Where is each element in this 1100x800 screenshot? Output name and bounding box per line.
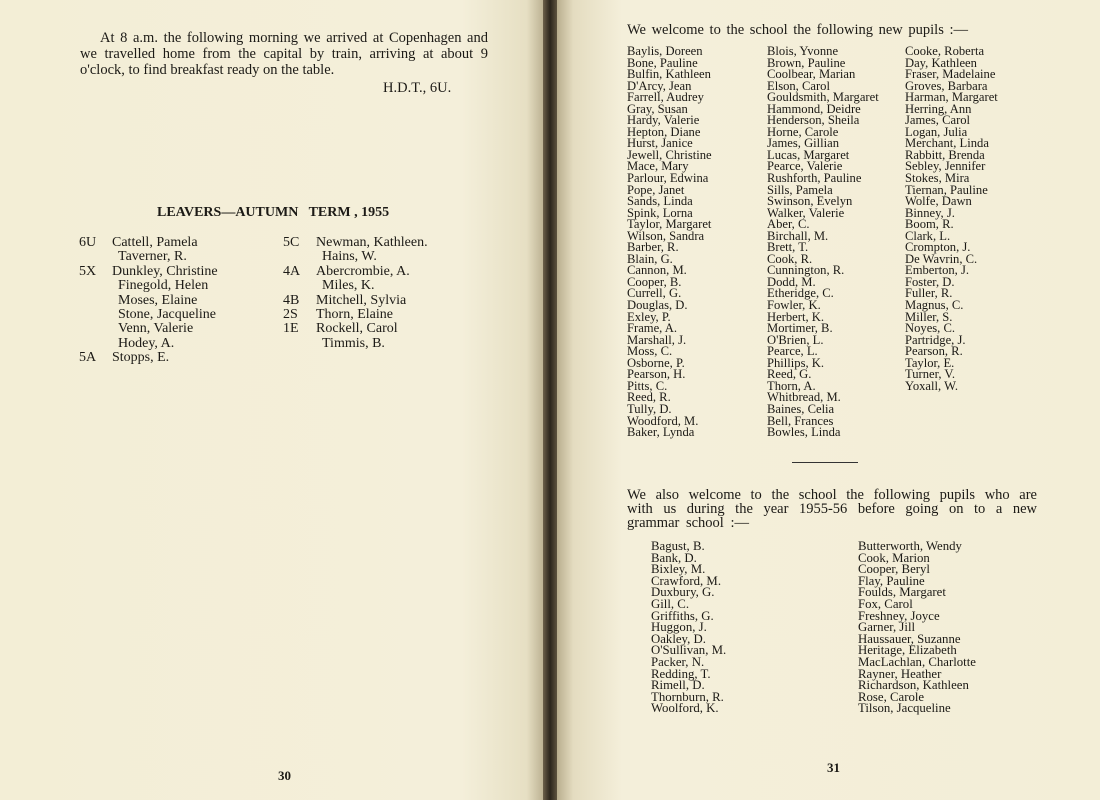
pupil-name: Farrell, Audrey (627, 90, 704, 105)
pupil-name: Cooper, Beryl (858, 562, 930, 577)
form-label (283, 250, 316, 264)
pupil-name: Haussauer, Suzanne (858, 631, 961, 646)
form-label: 4A (283, 263, 301, 279)
form-label: 5C (283, 235, 300, 250)
pupil-name: Huggon, J. (651, 620, 707, 635)
page-number: 31 (827, 760, 840, 775)
pupil-name: Bowles, Linda (767, 425, 841, 440)
pupil-name: Brown, Pauline (767, 55, 846, 70)
pupil-name: Woodford, M. (627, 413, 699, 428)
book-gutter (543, 0, 557, 800)
leavers-list-left (79, 236, 218, 366)
form-label (283, 337, 316, 351)
pupil-name: Hardy, Valerie (627, 113, 700, 128)
leaver-row (79, 250, 218, 264)
leaver-name: Mitchell, Sylvia (316, 292, 407, 308)
pupil-name: Gouldsmith, Margaret (767, 90, 879, 105)
leaver-row (283, 250, 428, 264)
pupil-name: Horne, Carole (767, 124, 839, 139)
pupil-name: Rimell, D. (651, 678, 705, 693)
grammar-school-paragraph: We also welcome to the school the following pupils who are with us during the year 1955-56 before going on to a new grammar school :— (627, 487, 1037, 531)
pupil-name: Gray, Susan (627, 101, 688, 116)
pupil-name: Stokes, Mira (905, 171, 970, 186)
form-label (79, 294, 112, 308)
leaver-row (283, 308, 428, 322)
pupil-name: Herring, Ann (905, 101, 972, 116)
pupil-name: James, Carol (905, 113, 971, 128)
page-number: 30 (278, 768, 291, 783)
pupil-name: Sills, Pamela (767, 182, 833, 197)
pupil-name: Rabbitt, Brenda (905, 147, 985, 162)
leaver-row (79, 265, 218, 279)
pupil-name: Henderson, Sheila (767, 113, 860, 128)
pupil-name: Flay, Pauline (858, 573, 925, 588)
form-label (79, 308, 112, 322)
pupil-name: Pearce, Valerie (767, 159, 843, 174)
pupil-name: Sands, Linda (627, 194, 693, 209)
leaver-row (79, 308, 218, 322)
pupil-name: Thornburn, R. (651, 689, 724, 704)
pupil-name: Osborne, P. (627, 355, 685, 370)
leaver-row (79, 351, 218, 365)
leaver-row (283, 294, 428, 308)
form-label (79, 322, 112, 336)
pupil-name: Logan, Julia (905, 124, 968, 139)
right-page (557, 0, 1100, 800)
pupil-name: Binney, J. (905, 205, 955, 220)
pupil-name: Barber, R. (627, 240, 679, 255)
leaver-row (79, 294, 218, 308)
leaver-row (283, 236, 428, 250)
intro-paragraph: At 8 a.m. the following morning we arrived at Copenhagen and we travelled home from the capital by train, arriving at about 9 o'clock, to find breakfast ready on the table. (80, 30, 488, 78)
pupil-name: Boom, R. (905, 217, 954, 232)
pupil-name: D'Arcy, Jean (627, 78, 692, 93)
pupil-name: Hammond, Deidre (767, 101, 861, 116)
pupil-name: Miller, S. (905, 309, 953, 324)
pupil-name: Coolbear, Marian (767, 67, 856, 82)
grammar-pupils-column-1 (651, 541, 726, 715)
new-pupils-column-2 (767, 46, 879, 439)
pupil-name: Butterworth, Wendy (858, 539, 962, 553)
leaver-name: Cattell, Pamela (112, 235, 198, 250)
pupil-name: Pope, Janet (627, 182, 685, 197)
pupil-name: Etheridge, C. (767, 286, 834, 301)
pupil-name: O'Sullivan, M. (651, 643, 727, 658)
pupil-name: Aber, C. (767, 217, 810, 232)
pupil-name: Cook, R. (767, 251, 813, 266)
new-pupils-column-3 (905, 46, 998, 392)
leavers-list-right (283, 236, 428, 351)
new-pupils-column-1 (627, 46, 712, 439)
leaver-row (283, 322, 428, 336)
form-label: 6U (79, 235, 97, 250)
pupil-name: Exley, P. (627, 309, 671, 324)
leaver-row (79, 279, 218, 293)
pupil-name: Swinson, Evelyn (767, 194, 853, 209)
pupil-name: Hurst, Janice (627, 136, 693, 151)
form-label: 4B (283, 292, 300, 308)
pupil-name: Parlour, Edwina (627, 171, 709, 186)
pupil-name: Mace, Mary (627, 159, 689, 174)
pupil-name: Tiernan, Pauline (905, 182, 988, 197)
pupil-name: Rose, Carole (858, 689, 925, 704)
pupil-name: Blain, G. (627, 251, 673, 266)
pupil-name: Turner, V. (905, 367, 956, 382)
pupil-name: Elson, Carol (767, 78, 830, 93)
pupil-name: Foulds, Margaret (858, 585, 946, 600)
pupil-name: Dodd, M. (767, 274, 816, 289)
pupil-name: Tilson, Jacqueline (858, 701, 951, 716)
pupil-name: Fox, Carol (858, 596, 913, 611)
pupil-name: Yoxall, W. (905, 378, 958, 393)
pupil-name: Mortimer, B. (767, 321, 833, 336)
pupil-name: Clark, L. (905, 228, 951, 243)
pupil-name: Fuller, R. (905, 286, 953, 301)
leaver-name: Rockell, Carol (316, 321, 398, 337)
pupil-name: Thorn, A. (767, 378, 816, 393)
pupil-name: Currell, G. (627, 286, 682, 301)
pupil-name: Bixley, M. (651, 562, 706, 577)
pupil-name: Cunnington, R. (767, 263, 845, 278)
pupil-name: Gill, C. (651, 596, 690, 611)
leaver-name: Thorn, Elaine (316, 307, 393, 323)
section-divider (792, 462, 858, 463)
pupil-name: Whitbread, M. (767, 390, 841, 405)
pupil-name: Pitts, C. (627, 378, 668, 393)
pupil-name: Crompton, J. (905, 240, 971, 255)
pupil-name: James, Gillian (767, 136, 840, 151)
pupil-name: Brett, T. (767, 240, 809, 255)
pupil-name: Jewell, Christine (627, 147, 712, 162)
pupil-name: Packer, N. (651, 654, 705, 669)
pupil-name: Richardson, Kathleen (858, 678, 969, 693)
welcome-heading: We welcome to the school the following new pupils :— (627, 22, 969, 38)
pupil-name: Rushforth, Pauline (767, 171, 862, 186)
leaver-row (283, 337, 428, 351)
leaver-name: Timmis, B. (322, 335, 385, 351)
form-label (79, 337, 112, 351)
pupil-name: Douglas, D. (627, 298, 688, 313)
pupil-name: Duxbury, G. (651, 585, 715, 600)
pupil-name: Marshall, J. (627, 332, 687, 347)
pupil-name: Foster, D. (905, 274, 955, 289)
pupil-name: Merchant, Linda (905, 136, 989, 151)
pupil-name: Bagust, B. (651, 539, 705, 553)
leaver-name: Hains, W. (322, 249, 377, 265)
leaver-name: Finegold, Helen (118, 278, 209, 294)
leaver-name: Venn, Valerie (118, 321, 194, 337)
pupil-name: Bulfin, Kathleen (627, 67, 711, 82)
leaver-name: Stone, Jacqueline (118, 307, 216, 323)
pupil-name: Phillips, K. (767, 355, 825, 370)
leaver-name: Taverner, R. (118, 249, 187, 265)
pupil-name: Partridge, J. (905, 332, 966, 347)
pupil-name: Cooper, B. (627, 274, 682, 289)
leaver-name: Miles, K. (322, 278, 375, 294)
form-label: 2S (283, 307, 298, 323)
pupil-name: Moss, C. (627, 344, 673, 359)
leaver-name: Newman, Kathleen. (316, 235, 428, 250)
pupil-name: Lucas, Margaret (767, 147, 850, 162)
pupil-name: Freshney, Joyce (858, 608, 940, 623)
pupil-name: Oakley, D. (651, 631, 706, 646)
pupil-name: Walker, Valerie (767, 205, 845, 220)
leaver-row (79, 236, 218, 250)
pupil-name: Bone, Pauline (627, 55, 698, 70)
pupil-name: Baker, Lynda (627, 425, 695, 440)
pupil-name: Pearce, L. (767, 344, 818, 359)
form-label (79, 279, 112, 293)
signature: H.D.T., 6U. (383, 80, 452, 96)
pupil-name: Griffiths, G. (651, 608, 714, 623)
pupil-name: Groves, Barbara (905, 78, 988, 93)
pupil-name: Reed, G. (767, 367, 812, 382)
pupil-name: Tully, D. (627, 401, 672, 416)
leaver-name: Abercrombie, A. (316, 263, 410, 279)
leaver-row (283, 265, 428, 279)
form-label: 5X (79, 263, 97, 279)
pupil-name: Herbert, K. (767, 309, 824, 324)
pupil-name: Day, Kathleen (905, 55, 977, 70)
pupil-name: O'Brien, L. (767, 332, 824, 347)
pupil-name: Rayner, Heather (858, 666, 942, 681)
leaver-name: Stopps, E. (112, 350, 170, 366)
pupil-name: Cook, Marion (858, 550, 930, 565)
pupil-name: Garner, Jill (858, 620, 916, 635)
pupil-name: Taylor, E. (905, 355, 955, 370)
pupil-name: Blois, Yvonne (767, 44, 839, 58)
pupil-name: Bell, Frances (767, 413, 834, 428)
pupil-name: Pearson, R. (905, 344, 963, 359)
form-label (79, 250, 112, 264)
pupil-name: Harman, Margaret (905, 90, 998, 105)
form-label: 1E (283, 321, 299, 337)
pupil-name: Taylor, Margaret (627, 217, 712, 232)
pupil-name: Pearson, H. (627, 367, 686, 382)
pupil-name: Wilson, Sandra (627, 228, 705, 243)
leaver-name: Moses, Elaine (118, 292, 198, 308)
pupil-name: Birchall, M. (767, 228, 829, 243)
leaver-row (79, 337, 218, 351)
form-label (283, 279, 316, 293)
pupil-name: Woolford, K. (651, 701, 719, 716)
leaver-name: Hodey, A. (118, 335, 175, 351)
pupil-name: Cooke, Roberta (905, 44, 985, 58)
pupil-name: De Wavrin, C. (905, 251, 978, 266)
pupil-name: Bank, D. (651, 550, 697, 565)
pupil-name: Baylis, Doreen (627, 44, 703, 58)
pupil-name: Hepton, Diane (627, 124, 701, 139)
pupil-name: Heritage, Elizabeth (858, 643, 957, 658)
pupil-name: Spink, Lorna (627, 205, 693, 220)
pupil-name: Crawford, M. (651, 573, 722, 588)
pupil-name: Emberton, J. (905, 263, 970, 278)
pupil-name: Baines, Celia (767, 401, 835, 416)
pupil-name: Magnus, C. (905, 298, 964, 313)
pupil-name: Wolfe, Dawn (905, 194, 972, 209)
pupil-name: Noyes, C. (905, 321, 956, 336)
pupil-name: Fowler, K. (767, 298, 821, 313)
pupil-name: Frame, A. (627, 321, 678, 336)
pupil-name: Cannon, M. (627, 263, 687, 278)
pupil-name: Reed, R. (627, 390, 671, 405)
leaver-row (79, 322, 218, 336)
left-page (0, 0, 543, 800)
pupil-name: Sebley, Jennifer (905, 159, 986, 174)
leavers-heading: LEAVERS—AUTUMN TERM , 1955 (157, 205, 390, 220)
form-label: 5A (79, 350, 97, 366)
leaver-row (283, 279, 428, 293)
grammar-pupils-column-2 (858, 541, 976, 715)
leaver-name: Dunkley, Christine (112, 263, 218, 279)
pupil-name: Fraser, Madelaine (905, 67, 996, 82)
pupil-name: MacLachlan, Charlotte (858, 654, 976, 669)
pupil-name: Redding, T. (651, 666, 711, 681)
